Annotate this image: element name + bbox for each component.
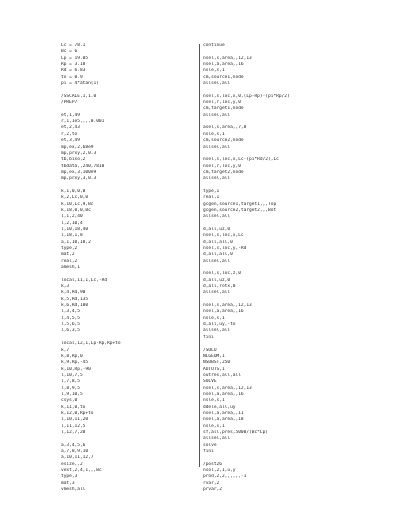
code-line: mp,ex,2,68e9 [61, 144, 94, 150]
code-line: NSUBST,250 [203, 360, 231, 366]
code-line: mp,prxy,2,0.3 [61, 150, 97, 156]
code-line: nsel,a,area,,11 [203, 410, 244, 416]
code-column-left [61, 43, 196, 493]
code-line: /PREP7 [61, 100, 78, 106]
code-line: local,11,1,Lc,-Rd [61, 277, 108, 283]
code-line: nsle,s,1 [203, 423, 225, 429]
code-line: AUTOTS,1 [203, 366, 225, 372]
code-line: allsel,all [203, 112, 231, 118]
code-line: outres,all,all [203, 372, 241, 378]
code-line: mat,2 [61, 252, 75, 258]
code-line: et,1,49 [61, 112, 80, 118]
code-line: allsel,all [203, 328, 231, 334]
code-line: et,2,43 [61, 125, 80, 131]
code-line: l,18,1,8 [61, 233, 83, 239]
code-line: l,7,8,5 [61, 379, 80, 385]
code-line: nsel,r,loc,y,0 [203, 100, 241, 106]
code-line: l,8,9,5 [61, 385, 80, 391]
code-line: nsel,a,area,,16 [203, 309, 244, 315]
code-line: type,3 [61, 474, 78, 480]
code-line: real,1 [203, 195, 220, 201]
code-line: allsel,all [203, 436, 231, 442]
code-line: nsel,s,area,,12,13 [203, 55, 252, 61]
code-line: l,2,10,4 [61, 220, 83, 226]
code-line: mat,3 [61, 480, 75, 486]
code-line: k,10,Rp,-90 [61, 366, 91, 372]
code-line: vext,2,4,1,,,Bc [61, 468, 102, 474]
code-line: nsel,s,area,,12,13 [203, 303, 252, 309]
code-line: pi = 4*atan(1) [61, 81, 99, 87]
code-line: nsel,a,area,,18 [203, 417, 244, 423]
code-line: Lc = 78.1 [61, 43, 86, 48]
code-line: nsel,r,loc,y,0 [203, 163, 241, 169]
code-line: l,4,5,5 [61, 315, 80, 321]
code-line: local,12,1,Lp-Rp,Rp+to [61, 341, 121, 347]
code-line: nsle,s,1 [203, 315, 225, 321]
code-line: gcgen,source2,target2,,,Bot [203, 207, 277, 213]
code-line: nsel,s,area,,12,13 [203, 385, 252, 391]
code-line: d,all,rotx,0 [203, 284, 236, 290]
code-line: allsel,all [203, 144, 231, 150]
code-line: l,12,7,20 [61, 429, 86, 435]
code-line: k,7 [61, 347, 70, 353]
code-line: k,10,Lc,9,Bc [61, 201, 94, 207]
code-line: /SSCALE,1,1.0 [61, 93, 97, 99]
code-line: Rd = 6.83 [61, 68, 86, 74]
code-line: r,2,to [61, 131, 78, 137]
code-line: esize,,2 [61, 461, 83, 467]
code-line: allsel,all [203, 258, 231, 264]
code-line: SOLVE [203, 379, 217, 385]
code-line: sf,all,pres,5000/(Bc*Lp) [203, 429, 269, 435]
code-line: nsel,s,loc,y,-Rd [203, 246, 247, 251]
code-line: mp,prxy,3,0.3 [61, 176, 97, 182]
code-line: k,9,Rp,-45 [61, 360, 89, 366]
code-line: a,10,11,12,7 [61, 455, 94, 461]
code-line: csys,0 [61, 398, 78, 404]
code-line: Bc = 6 [61, 49, 78, 55]
code-line: nsel,a,area,,16 [203, 391, 244, 397]
code-line: fini [203, 449, 214, 454]
code-line: nsel,s,loc,x,Lc-(pi*Rd/2),Lc [203, 157, 279, 163]
code-line: nsel,s,loc,x,Lc [203, 233, 244, 239]
code-line: k,12,0,Rp+to [61, 410, 94, 416]
code-line: k,6,Rd,180 [61, 303, 89, 309]
code-line: asel,s,area,,7,8 [203, 125, 247, 131]
code-line: nsol,2,1,u,y [203, 468, 236, 474]
code-line: gcgen,source1,target1,,,Top [203, 201, 277, 207]
code-line: d,all,uy,-to [203, 322, 236, 328]
code-line: ddele,all,uy [203, 404, 236, 410]
code-line: cm,source1,node [203, 74, 244, 80]
code-line: d,all,uz,0 [203, 277, 231, 283]
code-line: cm,target2,node [203, 169, 244, 175]
code-line: l,5,6,5 [61, 322, 80, 328]
code-line: d,all,all,0 [203, 252, 233, 258]
code-line: vmesh,all [61, 487, 86, 493]
code-line: k,8,Rp,0 [61, 353, 83, 359]
code-line: type,2 [61, 246, 78, 251]
code-line: l,9,10,5 [61, 391, 83, 397]
code-line: a,7,8,9,10 [61, 449, 89, 454]
code-line: nsle,s,1 [203, 398, 225, 404]
code-line: cm,source2,node [203, 138, 244, 144]
code-line: Lp = 19.05 [61, 55, 89, 61]
code-line: d,all,uz,0 [203, 226, 231, 232]
code-line: allsel,all [203, 176, 231, 182]
code-line: prod,2,2,,,,,,-1 [203, 474, 247, 480]
code-line: l,10,18,40 [61, 226, 89, 232]
code-line: k,11,0,to [61, 404, 86, 410]
code-line: k,18,0,0,Bc [61, 207, 91, 213]
code-line: rvar,2 [203, 480, 220, 486]
code-line: nsle,s,1 [203, 131, 225, 137]
code-line: a,3,4,5,6 [61, 442, 86, 448]
code-line: l,3,4,5 [61, 309, 80, 315]
code-line: a,1,10,18,2 [61, 239, 91, 245]
code-line: et,3,49 [61, 138, 80, 144]
code-line: /SOLU [203, 347, 217, 353]
code-line: tb,biso,2 [61, 157, 86, 163]
code-line: fini [203, 334, 214, 340]
code-line: allsel,all [203, 214, 231, 220]
code-line: Rp = 3.18 [61, 62, 86, 68]
code-line: l,1,2,40 [61, 214, 83, 220]
code-line: k,2,Lc,0,0 [61, 195, 89, 201]
code-line: real,2 [61, 258, 78, 264]
code-line: l,10,7,5 [61, 372, 83, 378]
code-line: prvar,2 [203, 487, 222, 493]
code-line: d,all,all,0 [203, 239, 233, 245]
code-line: nsel,s,loc,x,0,(Lp-Rp)-(pi*Rp/2) [203, 93, 290, 99]
code-line: nsel,a,area,,16 [203, 62, 244, 68]
code-line: k,1,0,0,0 [61, 188, 86, 194]
code-line: l,10,11,20 [61, 417, 89, 423]
code-line: l,11,12,5 [61, 423, 86, 429]
code-line: mp,ex,3,100e9 [61, 169, 97, 175]
code-line: to = 0.9 [61, 74, 83, 80]
code-line: allsel,all [203, 290, 231, 296]
code-line: k,5,Rd,135 [61, 296, 89, 302]
code-line: continue [203, 43, 225, 48]
code-line: k,3 [61, 284, 70, 290]
code-line: allsel,all [203, 81, 231, 87]
code-line: /post26 [203, 461, 222, 467]
code-line: cm,target1,node [203, 106, 244, 112]
code-line: type,1 [203, 188, 220, 194]
code-line: tbdata,,240,7810 [61, 163, 105, 169]
code-line: r,1,1e5,,,,0.001 [61, 119, 105, 125]
code-line: nsel,s,loc,z,0 [203, 271, 241, 277]
code-line: k,4,Rd,90 [61, 290, 86, 296]
code-line: l,6,3,5 [61, 328, 80, 334]
column-divider [199, 44, 200, 467]
code-line: solve [203, 442, 217, 448]
code-column-right [203, 43, 343, 493]
code-line: nsle,s,1 [203, 68, 225, 74]
code-line: amesh,1 [61, 265, 80, 271]
code-line: NLGEOM,1 [203, 353, 225, 359]
